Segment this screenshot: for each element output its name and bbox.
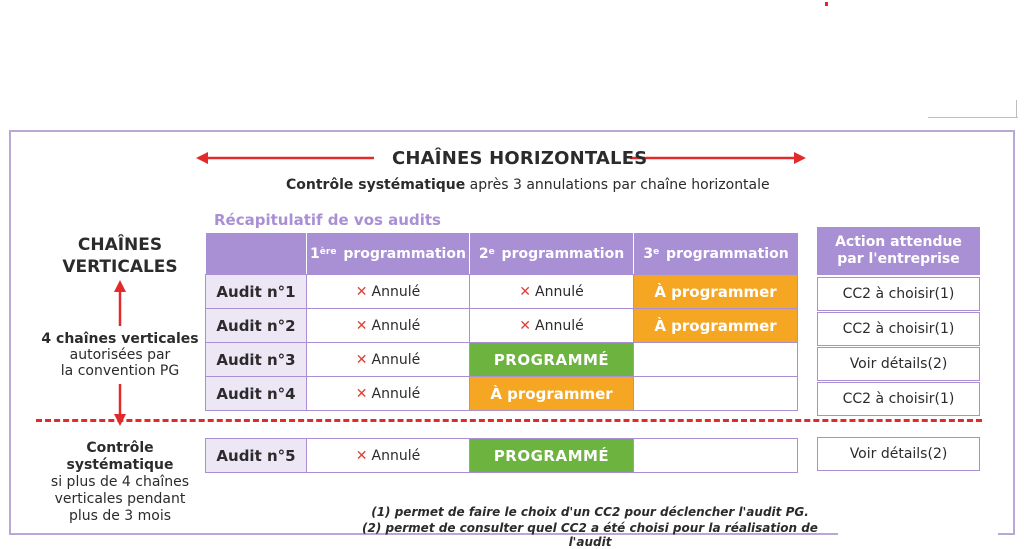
audit-row-5: [206, 439, 798, 473]
systematic-control-note: [36, 440, 204, 525]
control-line2: si plus de 4 chaînes: [50, 474, 190, 490]
decorative-line: [928, 117, 1018, 118]
horizontal-chains-title: CHAÎNES HORIZONTALES: [392, 148, 648, 169]
action-header-line2: par l'entreprise: [837, 251, 960, 267]
vertical-desc-line2: autorisées par: [69, 347, 171, 363]
header-3rd-programming: [634, 233, 798, 275]
audit-row-label: Audit n°5: [205, 438, 307, 473]
vertical-desc-bold: 4 chaînes verticales: [41, 331, 199, 347]
cross-icon: ✕: [519, 317, 532, 334]
vertical-title-line2: VERTICALES: [62, 257, 178, 277]
frame-gap: [838, 527, 998, 541]
status-cancelled: [469, 274, 634, 309]
vertical-desc-line3: la convention PG: [60, 363, 180, 379]
threshold-dashed-line: [36, 419, 982, 422]
action-choose-cc2[interactable]: CC2 à choisir(1): [817, 312, 980, 346]
header-num: 3: [643, 246, 654, 262]
subtitle-bold: Contrôle systématique: [286, 177, 466, 193]
header-empty: [206, 233, 307, 275]
header-2nd-programming: [470, 233, 634, 275]
action-view-details[interactable]: Voir détails(2): [817, 347, 980, 381]
status-text: Annulé: [371, 351, 421, 368]
status-scheduled: PROGRAMMÉ: [469, 438, 634, 473]
cross-icon: ✕: [519, 283, 532, 300]
subtitle-rest: après 3 annulations par chaîne horizontale: [465, 177, 770, 193]
cross-icon: ✕: [355, 447, 368, 464]
table-caption: Récapitulatif de vos audits: [214, 211, 441, 229]
status-cancelled: [306, 342, 470, 377]
status-scheduled: PROGRAMMÉ: [469, 342, 634, 377]
header-text: programmation: [343, 246, 466, 262]
header-num: 1: [310, 246, 320, 262]
header-sup: e: [653, 247, 660, 257]
status-cancelled: [306, 376, 470, 411]
control-title: Contrôle systématique: [66, 440, 174, 473]
status-cancelled: [469, 308, 634, 343]
header-text: programmation: [501, 246, 625, 262]
cross-icon: ✕: [355, 317, 368, 334]
status-text: Annulé: [371, 385, 421, 402]
audit-table: [206, 233, 798, 411]
status-to-schedule: À programmer: [469, 376, 634, 411]
header-sup: e: [488, 247, 495, 257]
vertical-chains-title: [40, 234, 200, 278]
status-to-schedule: À programmer: [633, 308, 798, 343]
action-header-line1: Action attendue: [835, 234, 962, 250]
status-text: Annulé: [535, 283, 584, 300]
cross-icon: ✕: [355, 351, 368, 368]
decorative-line: [1016, 100, 1017, 118]
footnote-1: (1) permet de faire le choix d'un CC2 pour déclencher l'audit PG.: [371, 505, 809, 519]
status-text: Annulé: [371, 317, 421, 334]
cross-icon: ✕: [355, 385, 368, 402]
status-cancelled: [306, 438, 470, 473]
cross-icon: ✕: [355, 283, 368, 300]
status-cancelled: [306, 308, 470, 343]
action-choose-cc2[interactable]: CC2 à choisir(1): [817, 382, 980, 416]
status-text: Annulé: [535, 317, 584, 334]
header-text: programmation: [666, 246, 789, 262]
audit-row-label: Audit n°1: [205, 274, 307, 309]
audit-row-label: Audit n°3: [205, 342, 307, 377]
vertical-chains-description: [40, 331, 200, 379]
audit-row-label: Audit n°4: [205, 376, 307, 411]
horizontal-chains-subtitle: [286, 177, 770, 193]
action-choose-cc2[interactable]: CC2 à choisir(1): [817, 277, 980, 311]
empty-cell: [633, 376, 798, 411]
empty-cell: [633, 438, 798, 473]
action-view-details[interactable]: Voir détails(2): [817, 437, 980, 471]
decorative-dot: [825, 2, 828, 6]
header-1st-programming: [307, 233, 470, 275]
status-text: Annulé: [371, 447, 421, 464]
header-num: 2: [478, 246, 489, 262]
empty-cell: [633, 342, 798, 377]
header-sup: ère: [319, 247, 337, 257]
status-text: Annulé: [371, 283, 421, 300]
audit-row-label: Audit n°2: [205, 308, 307, 343]
action-header: [817, 227, 980, 275]
status-to-schedule: À programmer: [633, 274, 798, 309]
status-cancelled: [306, 274, 470, 309]
control-line4: plus de 3 mois: [68, 508, 172, 524]
control-line3: verticales pendant: [54, 491, 186, 507]
footnote-2: (2) permet de consulter quel CC2 a été choisi pour la réalisation de l'audit: [362, 521, 818, 549]
vertical-title-line1: CHAÎNES: [77, 235, 163, 255]
